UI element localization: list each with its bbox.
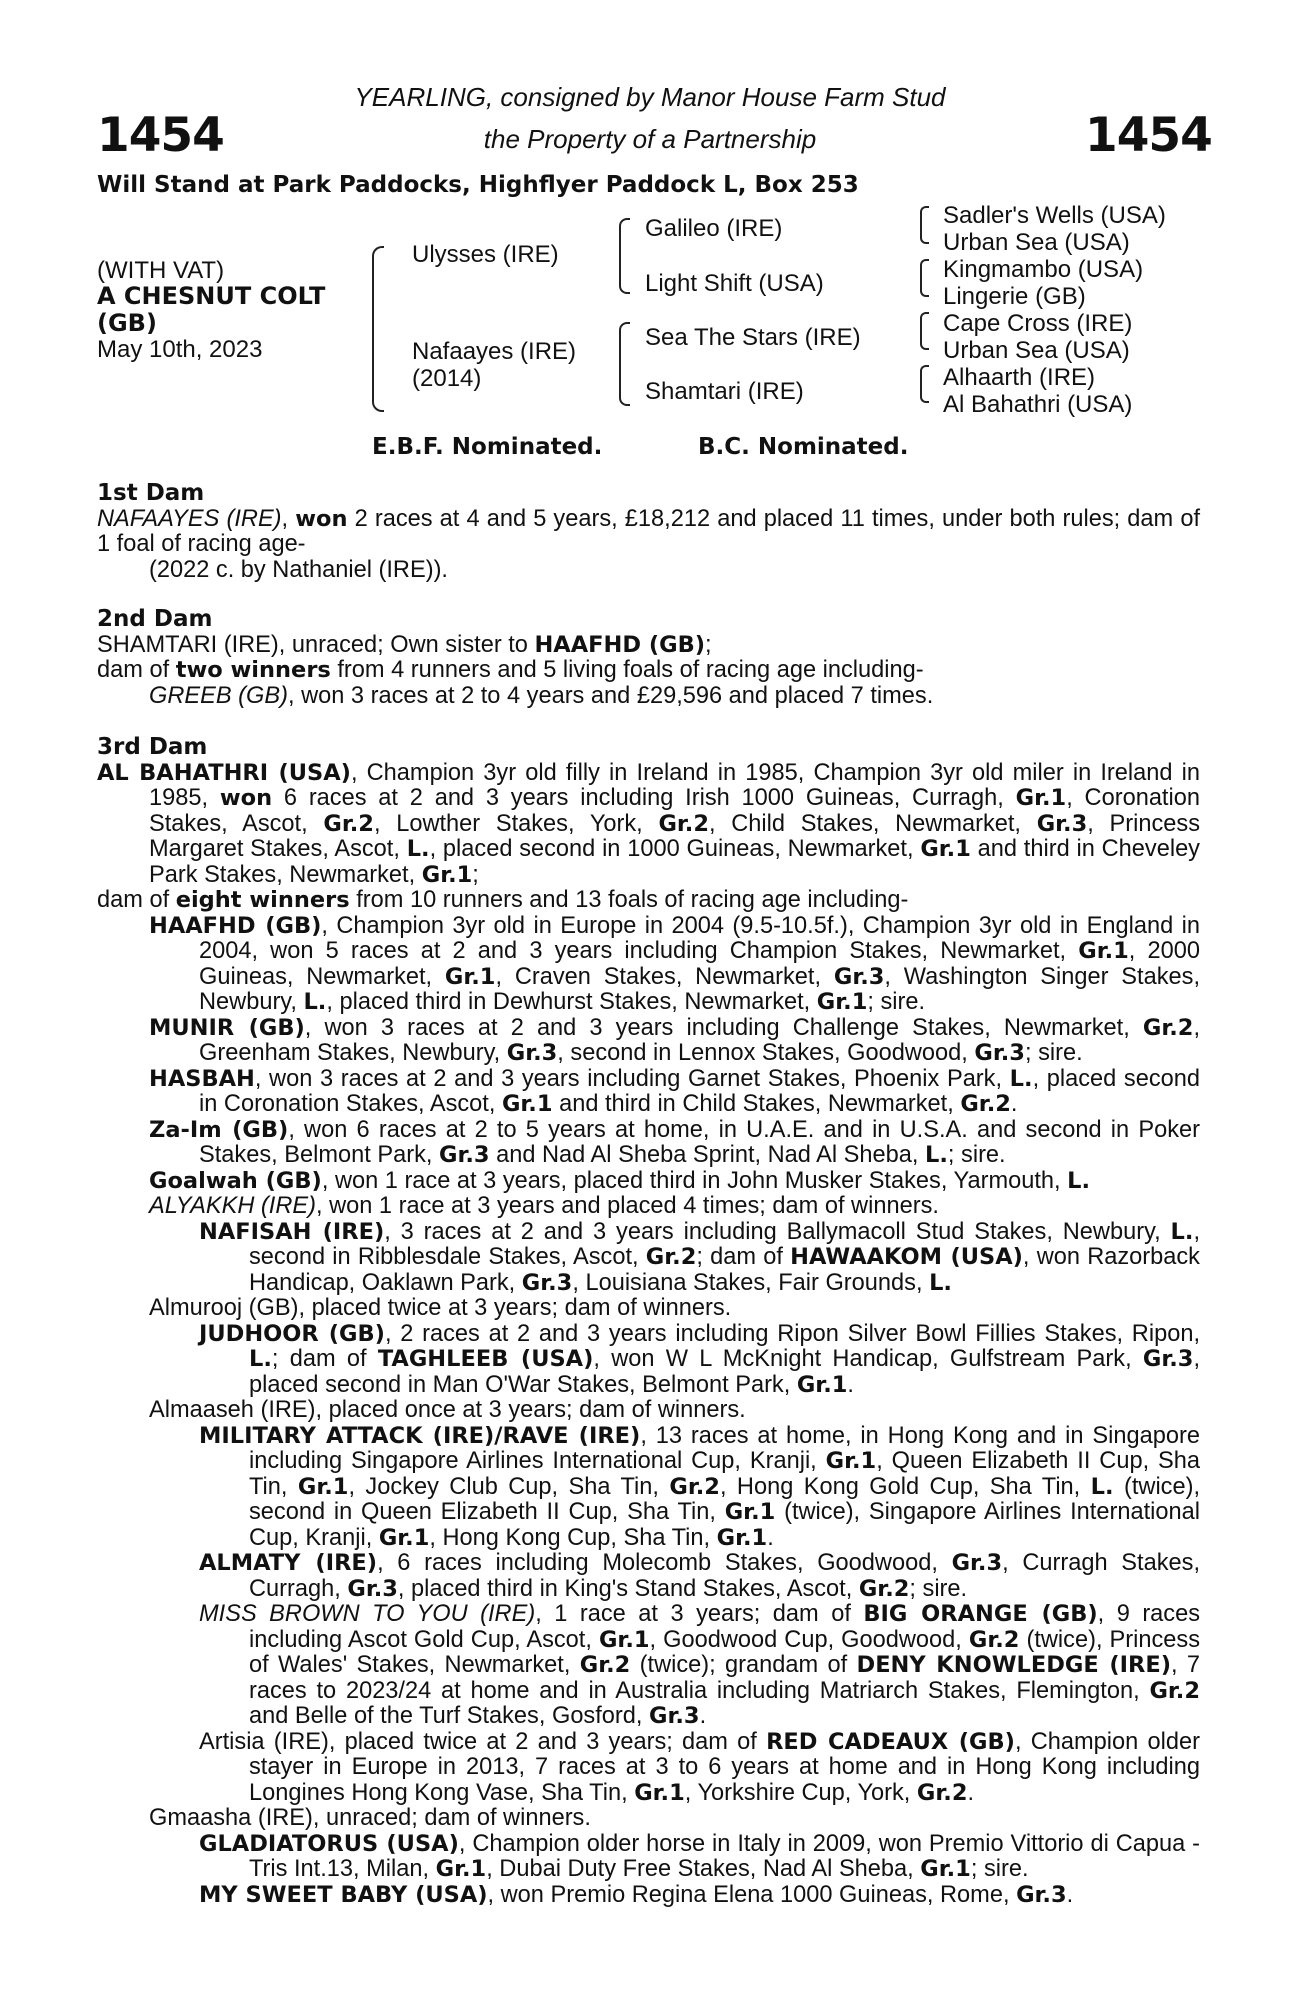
pedigree-brace-dd — [920, 365, 929, 403]
produce-almurooj — [97, 1296, 1200, 1322]
text-bold: HAAFHD (GB) — [149, 912, 322, 939]
text-bold: L. — [1009, 1065, 1033, 1092]
third-dam-record — [97, 761, 1200, 889]
pedigree-dam-sire: Sea The Stars (IRE) — [645, 324, 861, 351]
text: , second in Lennox Stakes, Goodwood, — [557, 1040, 975, 1066]
produce-almaaseh — [97, 1398, 1200, 1424]
text-bold: Gr.1 — [716, 1524, 768, 1551]
text: and third in Child Stakes, Newmarket, — [552, 1091, 961, 1117]
text: , Dubai Duty Free Stakes, Nad Al Sheba, — [486, 1856, 921, 1882]
third-dam-produce-summary — [97, 888, 1200, 914]
second-dam-section — [97, 607, 1200, 709]
text-bold: Gr.1 — [1015, 785, 1067, 811]
text: ; sire. — [1024, 1040, 1083, 1066]
consignor-line: YEARLING, consigned by Manor House Farm Stud — [354, 82, 946, 112]
third-dam-section — [97, 735, 1200, 1908]
text: and Belle of the Turf Stakes, Gosford, — [249, 1703, 649, 1729]
first-dam-produce — [97, 558, 1200, 584]
text-bold: Gr.2 — [916, 1779, 968, 1806]
text: , Child Stakes, Newmarket, — [709, 810, 1037, 837]
text: , 6 races including Molecomb Stakes, Goodwood, — [377, 1550, 952, 1576]
text-bold: DENY KNOWLEDGE (IRE) — [856, 1652, 1171, 1678]
text-bold: Gr.2 — [1149, 1677, 1200, 1704]
text: , Champion 3yr old in Europe in 2004 (9.5-10.5f.), Champion 3yr old in England in 2004, won 5 races at 2 and 3 years including Champion Stakes, Newmarket, — [199, 912, 1200, 964]
text: , Hong Kong Cup, Sha Tin, — [429, 1524, 717, 1551]
text-bold: Gr.1 — [796, 1371, 848, 1398]
text: ; dam of — [271, 1346, 378, 1372]
third-dam-heading: 3rd Dam — [97, 734, 208, 760]
text-bold: MILITARY ATTACK (IRE)/RAVE (IRE) — [199, 1422, 641, 1449]
text: , Greenham Stakes, Newbury, — [199, 1014, 1200, 1066]
text: , 9 races including Ascot Gold Cup, Ascot, — [249, 1601, 1201, 1653]
text-bold: L. — [1170, 1218, 1194, 1245]
text-bold: AL BAHATHRI (USA) — [97, 759, 351, 786]
text-bold: Gr.3 — [1016, 1881, 1067, 1908]
text-bold: JUDHOOR (GB) — [199, 1320, 385, 1347]
produce-alyakkh — [97, 1194, 1200, 1220]
text: Almurooj (GB), placed twice at 3 years; dam of winners. — [149, 1295, 732, 1321]
text-bold: Gr.3 — [521, 1269, 573, 1296]
text-bold: Gr.1 — [825, 1448, 877, 1474]
text-bold: Gr.3 — [951, 1550, 1003, 1576]
text-bold: Gr.1 — [920, 1856, 971, 1882]
produce-haafhd — [97, 914, 1200, 1016]
text-bold: L. — [406, 836, 430, 862]
text: ; sire. — [970, 1856, 1029, 1882]
text: , won Razorback Handicap, Oaklawn Park, — [249, 1244, 1200, 1296]
text-bold: Gr.1 — [816, 989, 868, 1015]
text: , Washington Singer Stakes, Newbury, — [199, 963, 1200, 1015]
text: , Lowther Stakes, York, — [373, 810, 659, 837]
text-italic: GREEB (GB) — [149, 682, 288, 709]
text-bold: L. — [1090, 1473, 1114, 1500]
text-bold: Gr.3 — [649, 1703, 700, 1729]
horse-country: (GB) — [97, 309, 157, 337]
text: , Queen Elizabeth II Cup, Sha Tin, — [249, 1448, 1200, 1500]
text-bold: Gr.1 — [920, 836, 971, 862]
text-bold: Gr.1 — [501, 1091, 553, 1117]
text: , placed third in King's Stand Stakes, Ascot, — [397, 1575, 859, 1602]
text-bold: Gr.3 — [438, 1142, 490, 1168]
produce-munir — [97, 1016, 1200, 1067]
text-bold: Gr.3 — [974, 1040, 1025, 1066]
text: , won Premio Regina Elena 1000 Guineas, Rome, — [487, 1881, 1017, 1908]
text-bold: Gr.2 — [658, 810, 709, 837]
text: , 7 races to 2023/24 at home and in Australia including Matriarch Stakes, Flemington, — [249, 1652, 1201, 1704]
text: Almaaseh (IRE), placed once at 3 years; dam of winners. — [149, 1397, 746, 1423]
text: , placed second in Man O'War Stakes, Belmont Park, — [249, 1346, 1201, 1398]
text: ; — [705, 631, 712, 658]
text-bold: Gr.2 — [645, 1244, 697, 1270]
text-bold: GLADIATORUS (USA) — [199, 1830, 459, 1857]
produce-gmaasha — [97, 1806, 1200, 1832]
pedigree-dam-dam: Shamtari (IRE) — [645, 378, 804, 405]
text-bold: Gr.2 — [1142, 1014, 1194, 1041]
text-bold: ALMATY (IRE) — [199, 1550, 378, 1576]
text: , 13 races at home, in Hong Kong and in Singapore including Singapore Airlines International Cup, Kranji, — [249, 1422, 1200, 1474]
text-bold: Za-Im (GB) — [149, 1116, 289, 1143]
text: , second in Ribblesdale Stakes, Ascot, — [249, 1218, 1200, 1270]
text: dam of — [97, 887, 176, 913]
text: , — [281, 505, 296, 532]
produce-judhoor — [97, 1322, 1200, 1399]
lot-number-right: 1454 — [1085, 108, 1212, 163]
text-bold: HASBAH — [149, 1065, 255, 1092]
text: (2022 c. by Nathaniel (IRE)). — [149, 556, 448, 583]
text: ; sire. — [867, 989, 926, 1015]
text: from 4 runners and 5 living foals of racing age including- — [330, 657, 924, 683]
text: , Goodwood Cup, Goodwood, — [649, 1626, 969, 1653]
produce-za-im — [97, 1118, 1200, 1169]
produce-my-sweet-baby — [97, 1883, 1200, 1909]
pedigree-g-ssd: Urban Sea (USA) — [943, 229, 1130, 256]
text-bold: Gr.1 — [297, 1473, 349, 1500]
text-bold: Gr.1 — [421, 861, 473, 888]
text: , placed second in 1000 Guineas, Newmarket, — [429, 836, 921, 862]
text: , Champion older horse in Italy in 2009, won Premio Vittorio di Capua - Tris Int.13, Milan, — [249, 1830, 1201, 1882]
text-bold: Gr.1 — [1078, 938, 1129, 964]
text: SHAMTARI (IRE), unraced; Own sister to — [97, 631, 535, 658]
text: , placed second in Coronation Stakes, Ascot, — [199, 1065, 1200, 1117]
text: . — [967, 1779, 975, 1806]
vat-note: (WITH VAT) — [97, 257, 225, 284]
text: (twice); grandam of — [630, 1652, 857, 1678]
text: , won 1 race at 3 years and placed 4 times; dam of winners. — [315, 1193, 939, 1219]
text: 2 races at 4 and 5 years, £18,212 and placed 11 times, under both rules; dam of 1 foal of racing age- — [97, 505, 1201, 557]
produce-military-attack — [97, 1424, 1200, 1552]
pedigree-sire: Ulysses (IRE) — [412, 241, 559, 268]
text: ; — [472, 861, 479, 888]
text: . — [847, 1371, 854, 1398]
text-bold: Gr.1 — [598, 1626, 650, 1653]
text-bold: BIG ORANGE (GB) — [863, 1601, 1098, 1627]
text: . — [699, 1703, 707, 1729]
dam-name: NAFAAYES (IRE) — [97, 505, 282, 532]
pedigree-g-dss: Cape Cross (IRE) — [943, 310, 1133, 337]
horse-name: A CHESNUT COLT — [97, 282, 326, 310]
text: , Jockey Club Cup, Sha Tin, — [348, 1473, 670, 1500]
stand-location: Will Stand at Park Paddocks, Highflyer Paddock L, Box 253 — [97, 172, 859, 198]
text-bold: L. — [249, 1346, 272, 1372]
text-italic: ALYAKKH (IRE) — [149, 1193, 316, 1219]
text-bold: Gr.2 — [858, 1575, 910, 1602]
text-bold: Gr.1 — [444, 963, 496, 990]
pedigree-g-sdd: Lingerie (GB) — [943, 283, 1086, 310]
pedigree-dam-year: (2014) — [412, 365, 482, 392]
pedigree-g-ddd: Al Bahathri (USA) — [943, 391, 1133, 418]
second-dam-produce-summary — [97, 658, 1200, 684]
text-bold: HAWAAKOM (USA) — [790, 1244, 1023, 1270]
text: dam of — [97, 657, 176, 683]
text: ; dam of — [696, 1244, 791, 1270]
text-bold: Gr.3 — [506, 1040, 558, 1066]
lot-number-left: 1454 — [97, 108, 224, 163]
pedigree-sire-dam: Light Shift (USA) — [645, 270, 824, 297]
text: , Curragh Stakes, Curragh, — [249, 1550, 1200, 1602]
text: , Hong Kong Gold Cup, Sha Tin, — [719, 1473, 1091, 1500]
text: (twice), Singapore Airlines International Cup, Kranji, — [249, 1499, 1200, 1551]
text-bold: L. — [925, 1142, 948, 1168]
text: . — [767, 1524, 774, 1551]
text-bold: Gr.3 — [347, 1575, 398, 1602]
text-bold: NAFISAH (IRE) — [199, 1218, 385, 1245]
pedigree-sire-sire: Galileo (IRE) — [645, 215, 783, 242]
text: , Craven Stakes, Newmarket, — [495, 963, 834, 990]
text: , Yorkshire Cup, York, — [684, 1779, 917, 1806]
produce-gladiatorus — [97, 1832, 1200, 1883]
pedigree-brace-sd — [920, 259, 929, 297]
pedigree-brace-main — [372, 246, 384, 412]
first-dam-record — [97, 507, 1200, 558]
text: and third in Cheveley Park Stakes, Newmarket, — [149, 836, 1200, 888]
text: , 1 race at 3 years; dam of — [535, 1601, 864, 1627]
text-bold: eight winners — [175, 887, 350, 913]
text: , 3 races at 2 and 3 years including Ballymacoll Stud Stakes, Newbury, — [384, 1218, 1171, 1245]
text: Gmaasha (IRE), unraced; dam of winners. — [149, 1805, 591, 1831]
pedigree-g-dsd: Urban Sea (USA) — [943, 337, 1130, 364]
ebf-nomination: E.B.F. Nominated. — [372, 434, 603, 460]
text-bold: TAGHLEEB (USA) — [377, 1346, 594, 1372]
pedigree-brace-ds — [920, 312, 929, 350]
text: , won W L McKnight Handicap, Gulfstream Park, — [593, 1346, 1143, 1372]
second-dam-produce — [97, 684, 1200, 710]
text-bold: two winners — [175, 657, 331, 683]
text: , Champion older stayer in Europe in 2013, 7 races at 3 to 6 years at home and in Hong Kong including Longines Hong Kong Vase, Sha Tin, — [249, 1728, 1200, 1806]
text: (twice), second in Queen Elizabeth II Cup, Sha Tin, — [249, 1473, 1201, 1525]
produce-miss-brown-to-you — [97, 1602, 1200, 1730]
text: ; sire. — [909, 1575, 968, 1602]
text: 6 races at 2 and 3 years including Irish 1000 Guineas, Curragh, — [272, 785, 1016, 811]
text-bold: Gr.3 — [833, 963, 885, 990]
text: , won 3 races at 2 to 4 years and £29,596 and placed 7 times. — [287, 682, 934, 709]
pedigree-dam: Nafaayes (IRE) — [412, 338, 577, 365]
text-bold: L. — [1067, 1167, 1091, 1194]
second-dam-record — [97, 633, 1200, 659]
produce-nafisah — [97, 1220, 1200, 1297]
produce-hasbah — [97, 1067, 1200, 1118]
text: , placed third in Dewhurst Stakes, Newmarket, — [326, 989, 817, 1015]
text-bold: L. — [929, 1269, 952, 1296]
text-bold: HAAFHD (GB) — [534, 631, 706, 658]
pedigree-brace-dam — [619, 322, 630, 406]
text-bold: Gr.1 — [634, 1779, 685, 1806]
text: , Champion 3yr old filly in Ireland in 1985, Champion 3yr old miler in Ireland in 1985, — [149, 759, 1200, 811]
pedigree-g-dds: Alhaarth (IRE) — [943, 364, 1096, 391]
pedigree-brace-ss — [920, 206, 929, 244]
text: , won 6 races at 2 to 5 years at home, in U.A.E. and in U.S.A. and second in Poker Stakes, Belmont Park, — [199, 1116, 1200, 1168]
pedigree-g-sss: Sadler's Wells (USA) — [943, 202, 1166, 229]
first-dam-section — [97, 481, 1200, 583]
produce-almaty — [97, 1551, 1200, 1602]
text: ; sire. — [947, 1142, 1006, 1168]
text-bold: won — [219, 785, 273, 811]
text-bold: MY SWEET BABY (USA) — [199, 1881, 488, 1908]
bc-nomination: B.C. Nominated. — [698, 434, 909, 460]
text-bold: Gr.2 — [323, 810, 374, 837]
text-bold: won — [295, 505, 348, 532]
text-bold: MUNIR (GB) — [149, 1014, 305, 1041]
second-dam-heading: 2nd Dam — [97, 606, 213, 632]
text: , 2000 Guineas, Newmarket, — [199, 938, 1200, 990]
text: , Princess Margaret Stakes, Ascot, — [149, 810, 1200, 862]
text: . — [1010, 1091, 1018, 1117]
text-bold: Gr.3 — [1142, 1346, 1194, 1372]
text-bold: Goalwah (GB) — [149, 1167, 322, 1194]
text: , won 3 races at 2 and 3 years including Challenge Stakes, Newmarket, — [304, 1014, 1143, 1041]
text: from 10 runners and 13 foals of racing age including- — [349, 887, 909, 913]
text-bold: RED CADEAUX (GB) — [766, 1728, 1015, 1755]
text: , Louisiana Stakes, Fair Grounds, — [572, 1269, 930, 1296]
text: Artisia (IRE), placed twice at 2 and 3 years; dam of — [199, 1728, 767, 1755]
text-bold: L. — [303, 989, 327, 1015]
text: . — [1066, 1881, 1074, 1908]
first-dam-heading: 1st Dam — [97, 480, 205, 506]
text: , 2 races at 2 and 3 years including Ripon Silver Bowl Fillies Stakes, Ripon, — [384, 1320, 1200, 1347]
text-bold: Gr.2 — [579, 1652, 631, 1678]
text: , Coronation Stakes, Ascot, — [149, 785, 1200, 837]
pedigree-g-sds: Kingmambo (USA) — [943, 256, 1144, 283]
text: , won 3 races at 2 and 3 years including Garnet Stakes, Phoenix Park, — [254, 1065, 1010, 1092]
text-bold: Gr.1 — [724, 1499, 776, 1525]
property-line: the Property of a Partnership — [483, 124, 817, 154]
text: and Nad Al Sheba Sprint, Nad Al Sheba, — [489, 1142, 926, 1168]
text-italic: MISS BROWN TO YOU (IRE) — [199, 1601, 536, 1627]
text-bold: Gr.3 — [1036, 810, 1088, 837]
produce-goalwah — [97, 1169, 1200, 1195]
foaling-date: May 10th, 2023 — [97, 336, 263, 363]
produce-artisia — [97, 1730, 1200, 1807]
pedigree-brace-sire — [619, 218, 630, 294]
text: (twice), Princess of Wales' Stakes, Newmarket, — [249, 1626, 1201, 1678]
text-bold: Gr.1 — [378, 1524, 430, 1551]
text-bold: Gr.2 — [968, 1626, 1020, 1653]
text-bold: Gr.2 — [960, 1091, 1011, 1117]
text-bold: Gr.2 — [669, 1473, 720, 1500]
text-bold: Gr.1 — [435, 1856, 487, 1882]
text: , won 1 race at 3 years, placed third in John Musker Stakes, Yarmouth, — [321, 1167, 1068, 1194]
